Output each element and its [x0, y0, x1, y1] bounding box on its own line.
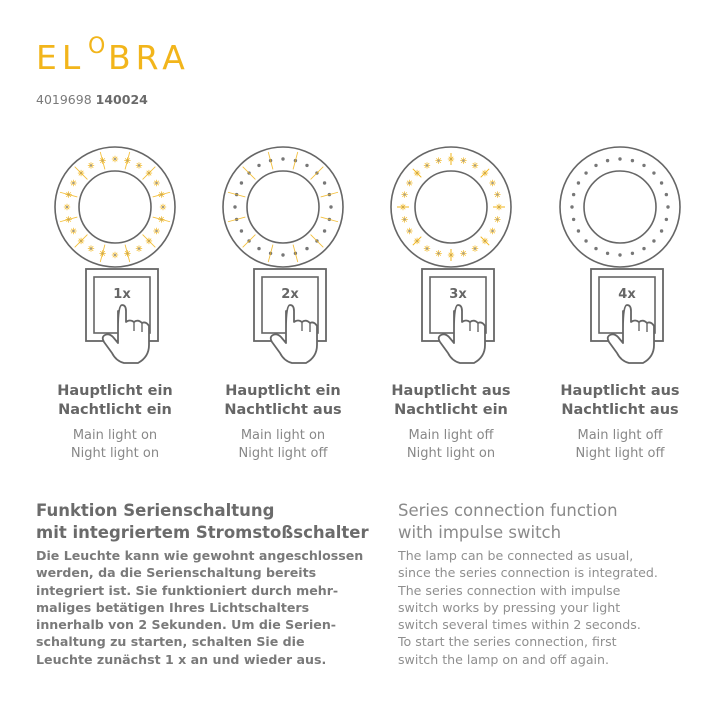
- night-led-lit: [88, 245, 94, 251]
- english-state-line: Night light on: [406, 446, 496, 461]
- night-led-lit: [424, 162, 430, 168]
- night-led-off: [257, 164, 260, 167]
- lamp-outer-ring: [560, 147, 680, 267]
- lamp-state-icon: [388, 144, 514, 270]
- night-led-off: [618, 157, 621, 160]
- german-body-line: Die Leuchte kann wie gewohnt angeschlossen: [36, 548, 364, 563]
- night-led-lit: [153, 228, 159, 234]
- german-state-line: Nachtlicht ein: [394, 402, 508, 418]
- main-light-ray: [143, 235, 156, 248]
- article-code: 140024: [95, 92, 148, 107]
- night-led-off: [618, 253, 621, 256]
- night-led-lit: [88, 162, 94, 168]
- mode-label-english: [366, 427, 536, 463]
- german-title-line: Funktion Serienschaltung: [36, 501, 275, 520]
- main-light-ray: [311, 167, 324, 180]
- german-state-line: Hauptlicht ein: [225, 383, 341, 399]
- night-led-off: [240, 181, 243, 184]
- night-led-lit: [401, 191, 407, 197]
- night-led-lit: [406, 228, 412, 234]
- logo-text-left: EL: [36, 38, 86, 77]
- press-count: 1x: [113, 287, 131, 302]
- brand-logo: [36, 34, 216, 78]
- article-number: [36, 92, 148, 107]
- night-led-lit: [112, 252, 118, 258]
- lamp-state-icon: [220, 144, 346, 270]
- english-body-line: The series connection with impulse: [398, 582, 621, 598]
- night-led-lit: [489, 228, 495, 234]
- night-led-off: [652, 239, 655, 242]
- night-led-lit: [70, 180, 76, 186]
- english-body-line: switch the lamp on and off again.: [398, 651, 610, 667]
- english-body-line: To start the series connection, first: [398, 634, 617, 650]
- german-state-line: Hauptlicht aus: [391, 383, 511, 399]
- german-body-line: innerhalb von 2 Sekunden. Um die Serien-: [36, 617, 337, 633]
- mode-column: [198, 140, 368, 470]
- german-body: [36, 547, 363, 668]
- lamp-outer-ring: [55, 147, 175, 267]
- night-led-off: [584, 239, 587, 242]
- press-count: 4x: [618, 287, 636, 302]
- german-body-line: schaltung zu starten, schalten Sie die: [36, 634, 305, 650]
- german-state-line: Hauptlicht aus: [560, 383, 680, 399]
- night-led-off: [631, 159, 634, 162]
- night-led-off: [642, 164, 645, 167]
- english-body-line: The lamp can be connected as usual,: [398, 548, 634, 563]
- lamp-state-icon: [52, 144, 178, 270]
- night-led-off: [631, 252, 634, 255]
- english-body: [398, 547, 658, 668]
- night-led-lit: [70, 228, 76, 234]
- night-led-off: [584, 171, 587, 174]
- english-state-line: Night light off: [238, 446, 328, 461]
- english-body-line: switch works by pressing your light: [398, 599, 621, 615]
- mode-label-german: [30, 382, 200, 420]
- main-light-ray: [243, 235, 256, 248]
- press-count: 2x: [281, 287, 299, 302]
- main-light-ray: [143, 167, 156, 180]
- german-body-line: Leuchte zunächst 1 x an und wieder aus.: [36, 651, 327, 667]
- german-state-line: Nachtlicht aus: [224, 402, 342, 418]
- night-led-off: [594, 247, 597, 250]
- german-state-line: Hauptlicht ein: [57, 383, 173, 399]
- night-led-lit: [424, 245, 430, 251]
- english-title: [398, 500, 618, 544]
- night-led-off: [660, 181, 663, 184]
- night-led-lit: [136, 245, 142, 251]
- main-light-ray: [311, 235, 324, 248]
- english-state-line: Night light on: [70, 446, 160, 461]
- night-led-lit: [472, 245, 478, 251]
- english-state-line: Main light on: [240, 428, 326, 443]
- night-led-off: [257, 247, 260, 250]
- lamp-state-icon: [557, 144, 683, 270]
- lamp-inner-ring: [584, 171, 656, 243]
- mode-label-german: [535, 382, 705, 420]
- night-led-off: [572, 193, 575, 196]
- main-light-ray: [75, 167, 88, 180]
- german-body-line: integriert ist. Sie funktioniert durch mehr-: [36, 582, 339, 598]
- night-led-off: [329, 205, 332, 208]
- german-state-line: Nachtlicht aus: [561, 402, 679, 418]
- light-switch-icon: [72, 265, 172, 369]
- night-led-off: [305, 247, 308, 250]
- mode-column: [30, 140, 200, 470]
- english-body-line: since the series connection is integrated.: [398, 565, 658, 581]
- mode-column: [535, 140, 705, 470]
- english-body-line: switch several times within 2 seconds.: [398, 617, 641, 633]
- mode-label-english: [30, 427, 200, 463]
- light-switch-icon: [577, 265, 677, 369]
- light-switch-icon: [408, 265, 508, 369]
- night-led-off: [570, 205, 573, 208]
- english-state-line: Main light off: [577, 428, 663, 443]
- logo-raised-o: O: [88, 34, 106, 59]
- logo-text-right: BRA: [108, 38, 190, 77]
- night-led-lit: [136, 162, 142, 168]
- night-led-off: [652, 171, 655, 174]
- night-led-off: [666, 205, 669, 208]
- night-led-off: [594, 164, 597, 167]
- night-led-off: [577, 181, 580, 184]
- night-led-lit: [489, 180, 495, 186]
- night-led-off: [572, 218, 575, 221]
- night-led-lit: [460, 250, 466, 256]
- night-led-off: [665, 218, 668, 221]
- mode-label-english: [198, 427, 368, 463]
- night-led-off: [642, 247, 645, 250]
- german-title: [36, 500, 369, 544]
- german-title-line: mit integriertem Stromstoßschalter: [36, 523, 369, 542]
- night-led-lit: [435, 157, 441, 163]
- lamp-inner-ring: [79, 171, 151, 243]
- night-led-off: [281, 253, 284, 256]
- night-led-lit: [494, 216, 500, 222]
- night-led-lit: [494, 191, 500, 197]
- night-led-off: [606, 159, 609, 162]
- press-count: 3x: [449, 287, 467, 302]
- english-state-line: Night light off: [575, 446, 665, 461]
- night-led-off: [281, 157, 284, 160]
- night-led-off: [665, 193, 668, 196]
- english-title-line: Series connection function: [398, 501, 618, 520]
- night-led-off: [240, 229, 243, 232]
- night-led-off: [305, 164, 308, 167]
- mode-label-german: [198, 382, 368, 420]
- night-led-lit: [64, 204, 70, 210]
- night-led-lit: [112, 156, 118, 162]
- main-light-ray: [243, 167, 256, 180]
- night-led-lit: [153, 180, 159, 186]
- mode-label-english: [535, 427, 705, 463]
- english-state-line: Main light on: [72, 428, 158, 443]
- german-body-line: maliges betätigen Ihres Lichtschalters: [36, 599, 310, 615]
- lamp-inner-ring: [415, 171, 487, 243]
- night-led-lit: [435, 250, 441, 256]
- german-state-line: Nachtlicht ein: [58, 402, 172, 418]
- night-led-off: [323, 181, 326, 184]
- night-led-lit: [406, 180, 412, 186]
- night-led-off: [233, 205, 236, 208]
- main-light-ray: [75, 235, 88, 248]
- english-state-line: Main light off: [408, 428, 494, 443]
- lamp-outer-ring: [223, 147, 343, 267]
- light-switch-icon: [240, 265, 340, 369]
- mode-column: [366, 140, 536, 470]
- night-led-lit: [160, 204, 166, 210]
- mode-label-german: [366, 382, 536, 420]
- lamp-inner-ring: [247, 171, 319, 243]
- english-title-line: with impulse switch: [398, 523, 562, 542]
- night-led-off: [323, 229, 326, 232]
- night-led-off: [660, 229, 663, 232]
- night-led-lit: [401, 216, 407, 222]
- night-led-off: [606, 252, 609, 255]
- german-body-line: werden, da die Serienschaltung bereits: [36, 565, 317, 581]
- article-prefix: 4019698: [36, 92, 92, 107]
- night-led-lit: [472, 162, 478, 168]
- night-led-lit: [460, 157, 466, 163]
- night-led-off: [577, 229, 580, 232]
